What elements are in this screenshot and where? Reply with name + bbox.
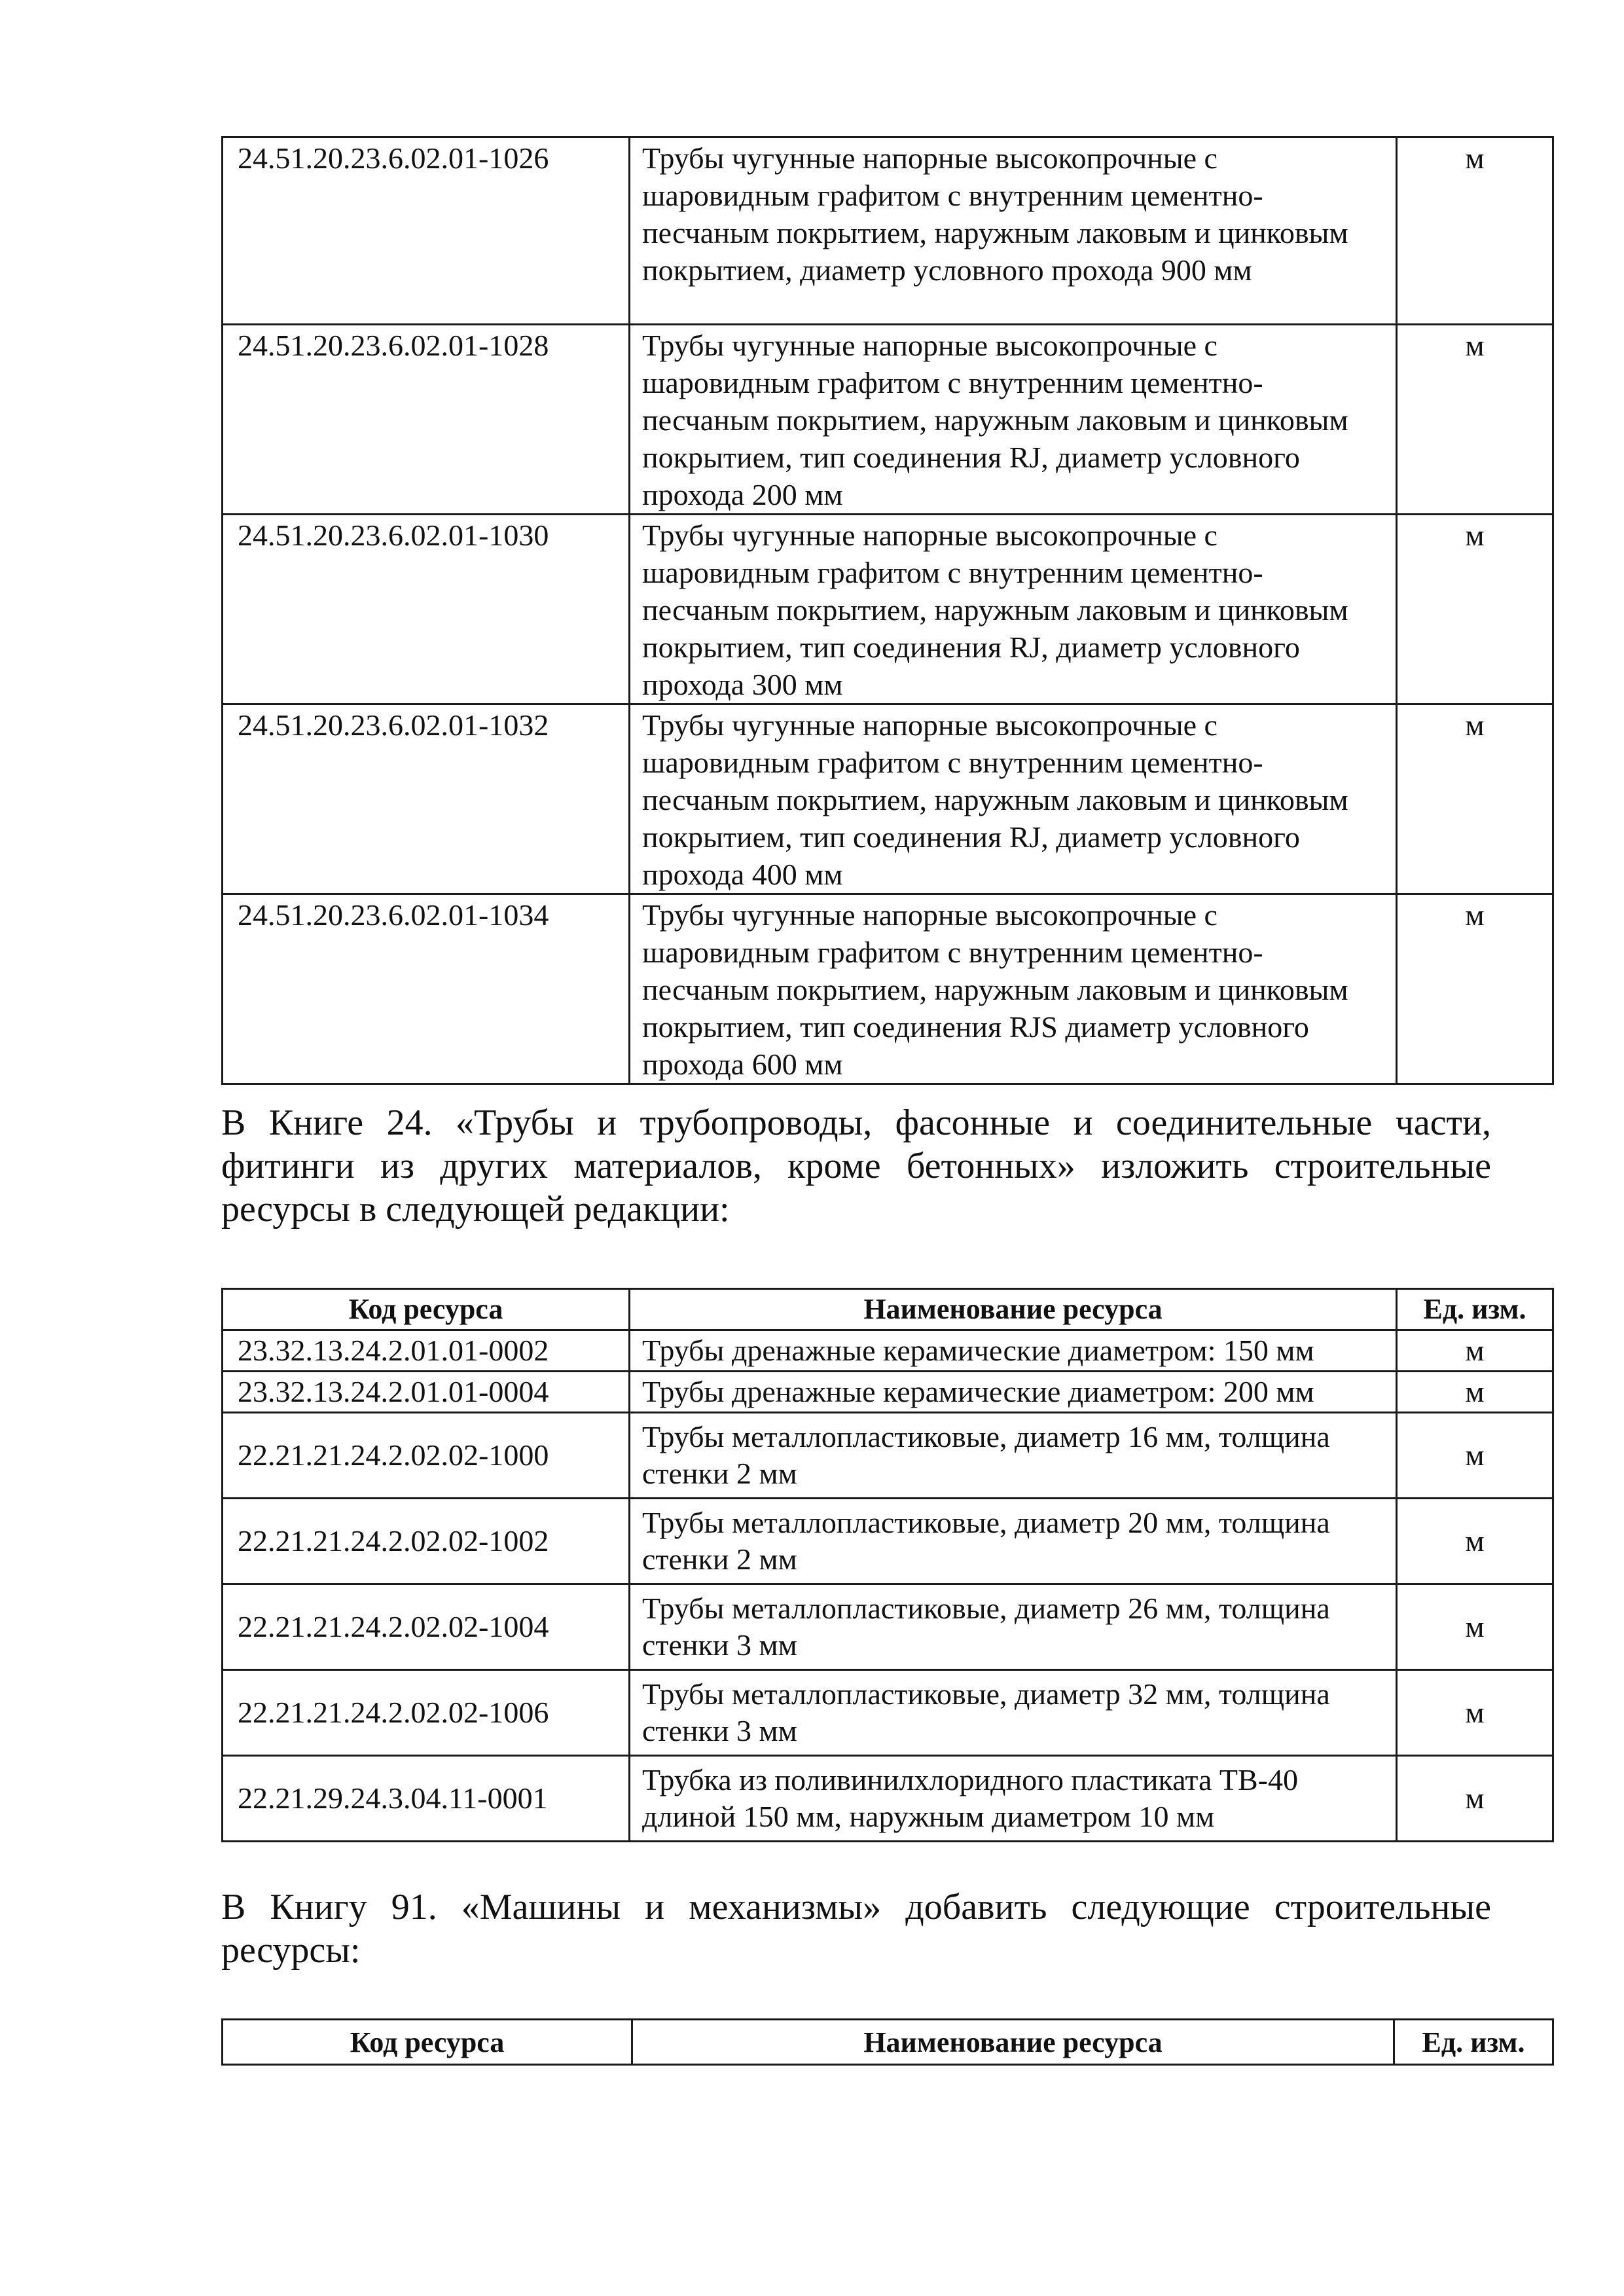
resource-unit: м [1397, 325, 1553, 515]
resource-name: Трубы дренажные керамические диаметром: 150 мм [630, 1330, 1397, 1372]
table-row [223, 1670, 1553, 1756]
header-unit: Ед. изм. [1397, 1289, 1553, 1330]
header-resource-code: Код ресурса [223, 2020, 632, 2065]
resource-code: 22.21.21.24.2.02.02-1002 [223, 1499, 630, 1584]
resource-name: Трубы металлопластиковые, диаметр 26 мм, толщина стенки 3 мм [630, 1584, 1397, 1670]
resource-name: Трубы чугунные напорные высокопрочные с шаровидным графитом с внутренним цементно-песчаным покрытием, наружным лаковым и цинковым покрытием, диаметр условного прохода 900 мм [630, 137, 1397, 325]
table-row [223, 1413, 1553, 1499]
resource-code: 23.32.13.24.2.01.01-0004 [223, 1372, 630, 1413]
resource-unit: м [1397, 1756, 1553, 1842]
header-resource-name: Наименование ресурса [630, 1289, 1397, 1330]
resource-code: 23.32.13.24.2.01.01-0002 [223, 1330, 630, 1372]
table-header-row [223, 2020, 1553, 2065]
resource-name: Трубы металлопластиковые, диаметр 20 мм, толщина стенки 2 мм [630, 1499, 1397, 1584]
resource-code: 24.51.20.23.6.02.01-1026 [223, 137, 630, 325]
resource-unit: м [1397, 704, 1553, 894]
table-row [223, 1499, 1553, 1584]
resource-name: Трубы металлопластиковые, диаметр 32 мм, толщина стенки 3 мм [630, 1670, 1397, 1756]
table-row [223, 325, 1553, 515]
table-row [223, 894, 1553, 1084]
resource-code: 24.51.20.23.6.02.01-1030 [223, 515, 630, 704]
table-row [223, 515, 1553, 704]
resource-unit: м [1397, 1670, 1553, 1756]
table-row [223, 1756, 1553, 1842]
book-24-resources-table [221, 1288, 1554, 1842]
resource-code: 24.51.20.23.6.02.01-1032 [223, 704, 630, 894]
resource-name: Трубка из поливинилхлоридного пластиката ТВ-40 длиной 150 мм, наружным диаметром 10 мм [630, 1756, 1397, 1842]
book-91-resources-table [221, 2018, 1554, 2066]
table-row [223, 1330, 1553, 1372]
resource-name: Трубы дренажные керамические диаметром: 200 мм [630, 1372, 1397, 1413]
resource-unit: м [1397, 1413, 1553, 1499]
table-row [223, 137, 1553, 325]
pipes-table-continuation [221, 136, 1554, 1085]
resource-code: 22.21.29.24.3.04.11-0001 [223, 1756, 630, 1842]
header-resource-name: Наименование ресурса [632, 2020, 1394, 2065]
table-row [223, 1584, 1553, 1670]
resource-unit: м [1397, 894, 1553, 1084]
resource-unit: м [1397, 1330, 1553, 1372]
resource-name: Трубы чугунные напорные высокопрочные с шаровидным графитом с внутренним цементно-песчаным покрытием, наружным лаковым и цинковым покрытием, тип соединения RJ, диаметр условного прохода 400 мм [630, 704, 1397, 894]
resource-code: 24.51.20.23.6.02.01-1034 [223, 894, 630, 1084]
resource-code: 22.21.21.24.2.02.02-1006 [223, 1670, 630, 1756]
resource-unit: м [1397, 515, 1553, 704]
resource-unit: м [1397, 137, 1553, 325]
header-unit: Ед. изм. [1394, 2020, 1553, 2065]
table-header-row [223, 1289, 1553, 1330]
resource-unit: м [1397, 1584, 1553, 1670]
resource-name: Трубы чугунные напорные высокопрочные с шаровидным графитом с внутренним цементно-песчаным покрытием, наружным лаковым и цинковым покрытием, тип соединения RJ, диаметр условного прохода 300 мм [630, 515, 1397, 704]
table-row [223, 1372, 1553, 1413]
book-91-instruction-paragraph: В Книгу 91. «Машины и механизмы» добавить следующие строительные ресурсы: [221, 1887, 1491, 1971]
book-24-instruction-paragraph: В Книге 24. «Трубы и трубопроводы, фасонные и соединительные части, фитинги из других материалов, кроме бетонных» изложить строительные ресурсы в следующей редакции: [221, 1102, 1491, 1230]
resource-name: Трубы металлопластиковые, диаметр 16 мм, толщина стенки 2 мм [630, 1413, 1397, 1499]
resource-name: Трубы чугунные напорные высокопрочные с шаровидным графитом с внутренним цементно-песчаным покрытием, наружным лаковым и цинковым покрытием, тип соединения RJ, диаметр условного прохода 200 мм [630, 325, 1397, 515]
resource-code: 22.21.21.24.2.02.02-1000 [223, 1413, 630, 1499]
resource-code: 24.51.20.23.6.02.01-1028 [223, 325, 630, 515]
table-row [223, 704, 1553, 894]
resource-name: Трубы чугунные напорные высокопрочные с шаровидным графитом с внутренним цементно-песчаным покрытием, наружным лаковым и цинковым покрытием, тип соединения RJS диаметр условного прохода 600 мм [630, 894, 1397, 1084]
header-resource-code: Код ресурса [223, 1289, 630, 1330]
resource-unit: м [1397, 1499, 1553, 1584]
resource-unit: м [1397, 1372, 1553, 1413]
resource-code: 22.21.21.24.2.02.02-1004 [223, 1584, 630, 1670]
